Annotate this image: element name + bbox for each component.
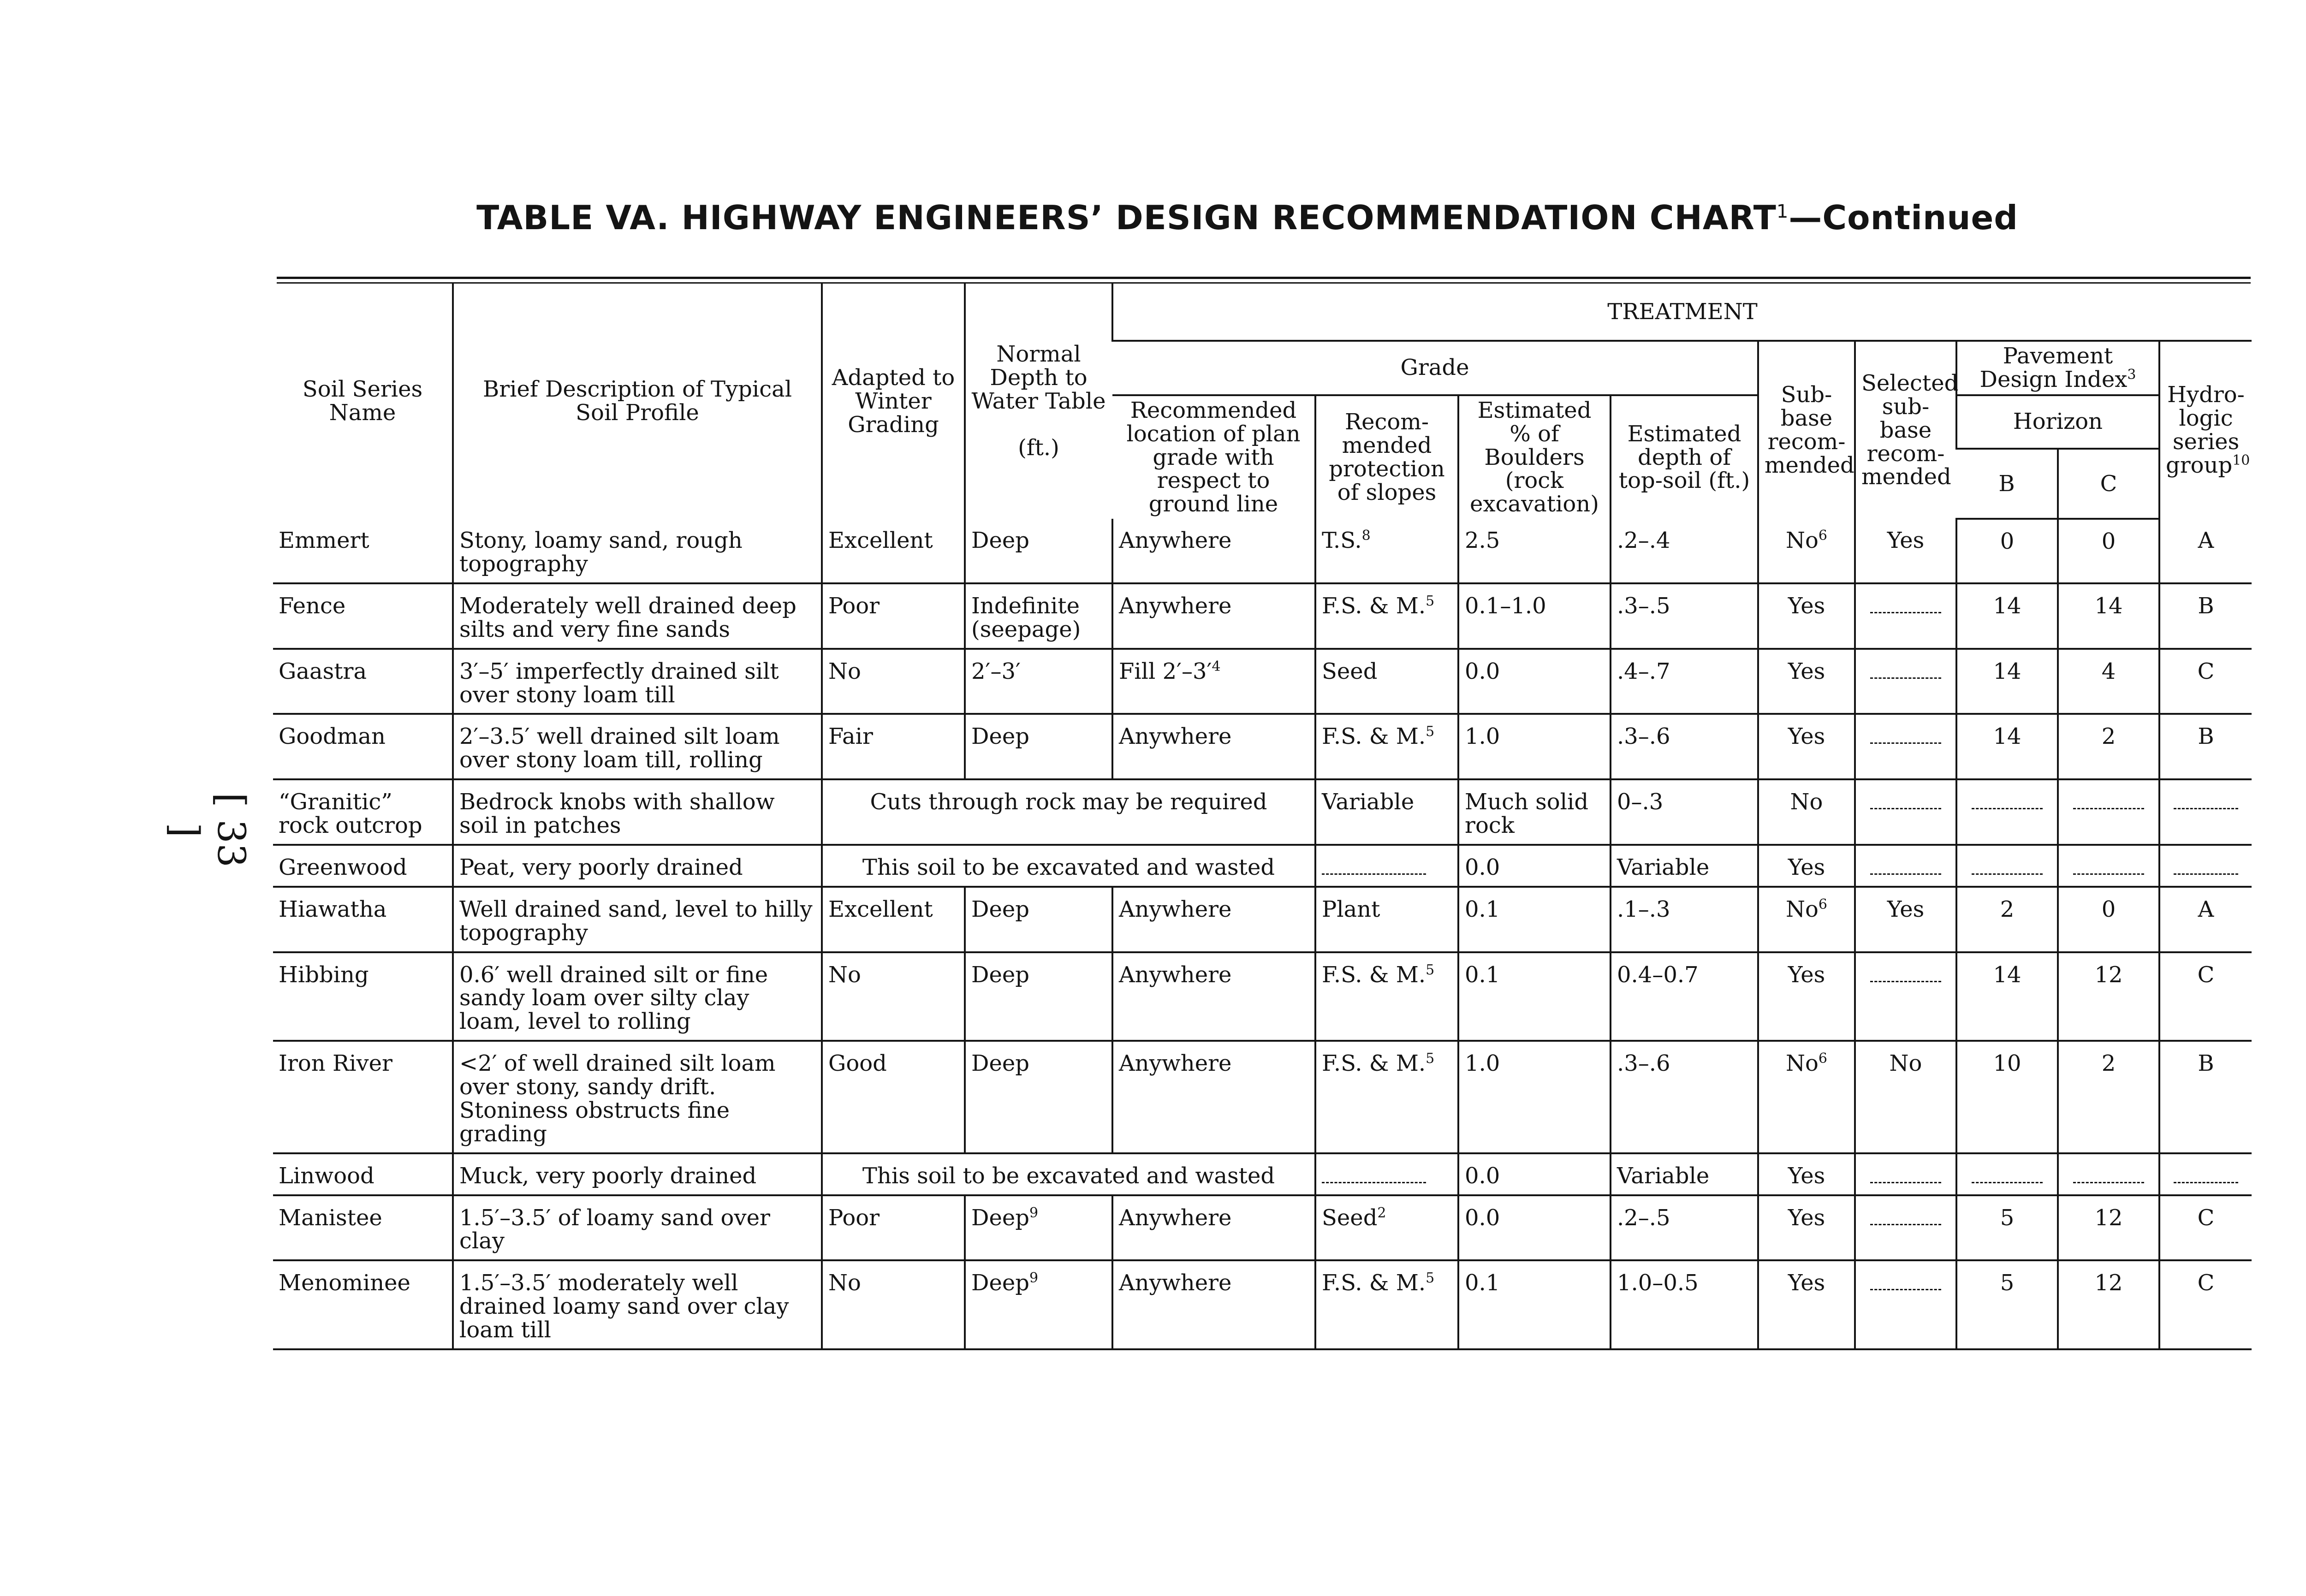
horizon-c-cell: 2 — [2058, 714, 2159, 779]
empty-dash — [1972, 795, 2043, 809]
slope-protection-cell — [1315, 1153, 1458, 1195]
table-row — [273, 1153, 2252, 1195]
subbase-cell: Yes — [1758, 845, 1855, 887]
topsoil-cell: .3–.6 — [1611, 1041, 1758, 1153]
description-cell: 1.5′–3.5′ moderately well drained loamy sand over clay loam till — [453, 1260, 822, 1349]
topsoil-cell: 1.0–0.5 — [1611, 1260, 1758, 1349]
soil-series-cell: Hiawatha — [273, 887, 453, 952]
boulders-cell: 0.1–1.0 — [1458, 583, 1611, 649]
header-plan-grade: Recommended location of plan grade with respect to ground line — [1126, 397, 1301, 517]
plan-grade-cell: Anywhere — [1112, 1041, 1315, 1153]
boulders-cell: Much solid rock — [1458, 779, 1611, 845]
empty-dash — [2073, 860, 2144, 875]
hydrologic-group-cell: B — [2159, 583, 2252, 649]
topsoil-cell: .4–.7 — [1611, 649, 1758, 714]
header-horizon-c: C — [2058, 449, 2159, 519]
boulders-cell: 0.0 — [1458, 845, 1611, 887]
boulders-cell: 0.0 — [1458, 1153, 1611, 1195]
empty-dash — [1322, 1169, 1426, 1183]
table-row — [273, 779, 2252, 845]
spanned-note-cell: Cuts through rock may be required — [822, 779, 1315, 845]
horizon-b-cell: 14 — [1956, 952, 2058, 1041]
header-boulders: Estimated % of Boulders (rock excavation) — [1458, 395, 1611, 519]
soil-series-cell: Menominee — [273, 1260, 453, 1349]
horizon-c-cell: 12 — [2058, 1260, 2159, 1349]
soil-series-cell: Gaastra — [273, 649, 453, 714]
horizon-c-cell — [2058, 1153, 2159, 1195]
plan-grade-cell: Anywhere — [1112, 519, 1315, 583]
description-cell: Moderately well drained deep silts and very fine sands — [453, 583, 822, 649]
topsoil-cell: 0.4–0.7 — [1611, 952, 1758, 1041]
subbase-cell: No$^6$ — [1758, 1041, 1855, 1153]
subbase-cell: Yes — [1758, 952, 1855, 1041]
horizon-c-cell — [2058, 845, 2159, 887]
water-table-cell: 2′–3′ — [965, 649, 1112, 714]
header-winter-grading: Adapted to Winter Grading — [822, 284, 965, 519]
header-subbase: Sub- base recom- mended — [1758, 341, 1855, 519]
soil-series-cell: Hibbing — [273, 952, 453, 1041]
description-cell: Peat, very poorly drained — [453, 845, 822, 887]
plan-grade-cell: Anywhere — [1112, 1195, 1315, 1261]
selected-subbase-cell — [1855, 649, 1956, 714]
empty-dash — [2073, 795, 2144, 809]
water-table-cell: Deep — [965, 887, 1112, 952]
description-cell: 3′–5′ imperfectly drained silt over stony loam till — [453, 649, 822, 714]
horizon-c-cell — [2058, 779, 2159, 845]
soil-series-cell: Emmert — [273, 519, 453, 583]
horizon-b-cell: 14 — [1956, 714, 2058, 779]
table-row — [273, 519, 2252, 583]
winter-grading-cell: Poor — [822, 1195, 965, 1261]
soil-series-cell: Manistee — [273, 1195, 453, 1261]
boulders-cell: 0.1 — [1458, 887, 1611, 952]
hydrologic-group-cell: C — [2159, 649, 2252, 714]
plan-grade-cell: Anywhere — [1112, 887, 1315, 952]
boulders-cell: 2.5 — [1458, 519, 1611, 583]
hydrologic-group-cell: A — [2159, 887, 2252, 952]
empty-dash — [1870, 860, 1941, 875]
empty-dash — [1972, 1169, 2043, 1183]
horizon-c-cell: 4 — [2058, 649, 2159, 714]
boulders-cell: 0.0 — [1458, 649, 1611, 714]
topsoil-cell: .3–.6 — [1611, 714, 1758, 779]
description-cell: Muck, very poorly drained — [453, 1153, 822, 1195]
empty-dash — [1870, 1169, 1941, 1183]
slope-protection-cell: Variable — [1315, 779, 1458, 845]
horizon-b-cell: 2 — [1956, 887, 2058, 952]
topsoil-cell: Variable — [1611, 1153, 1758, 1195]
page-number: [ 33 ] — [163, 792, 253, 868]
soil-series-cell: Greenwood — [273, 845, 453, 887]
empty-dash — [1870, 599, 1941, 613]
slope-protection-cell: F.S. & M.$^5$ — [1315, 1260, 1458, 1349]
soil-series-cell: Fence — [273, 583, 453, 649]
empty-dash — [1322, 860, 1426, 875]
slope-protection-cell — [1315, 845, 1458, 887]
empty-dash — [2174, 1169, 2238, 1183]
hydrologic-group-cell — [2159, 779, 2252, 845]
horizon-b-cell: 0 — [1956, 519, 2058, 583]
table-row — [273, 952, 2252, 1041]
winter-grading-cell: No — [822, 1260, 965, 1349]
hydrologic-group-cell: B — [2159, 1041, 2252, 1153]
empty-dash — [2174, 795, 2238, 809]
header-grade: Grade — [1112, 341, 1758, 395]
hydrologic-group-cell: C — [2159, 1195, 2252, 1261]
water-table-cell: Indefinite (seepage) — [965, 583, 1112, 649]
selected-subbase-cell: Yes — [1855, 519, 1956, 583]
plan-grade-cell: Anywhere — [1112, 714, 1315, 779]
table-row — [273, 649, 2252, 714]
subbase-cell: Yes — [1758, 649, 1855, 714]
horizon-c-cell: 14 — [2058, 583, 2159, 649]
horizon-b-cell — [1956, 1153, 2058, 1195]
horizon-b-cell: 14 — [1956, 583, 2058, 649]
water-table-cell: Deep$^9$ — [965, 1260, 1112, 1349]
selected-subbase-cell — [1855, 714, 1956, 779]
topsoil-cell: .3–.5 — [1611, 583, 1758, 649]
slope-protection-cell: Seed$^2$ — [1315, 1195, 1458, 1261]
spanned-note-cell: This soil to be excavated and wasted — [822, 845, 1315, 887]
table-row — [273, 1260, 2252, 1349]
header-hydrologic-group: Hydro- logic series group$^{10}$ — [2159, 341, 2252, 519]
selected-subbase-cell — [1855, 952, 1956, 1041]
spanned-note-cell: This soil to be excavated and wasted — [822, 1153, 1315, 1195]
horizon-c-cell: 0 — [2058, 887, 2159, 952]
subbase-cell: No$^6$ — [1758, 887, 1855, 952]
horizon-b-cell: 5 — [1956, 1260, 2058, 1349]
winter-grading-cell: Fair — [822, 714, 965, 779]
topsoil-cell: .2–.5 — [1611, 1195, 1758, 1261]
boulders-cell: 0.1 — [1458, 952, 1611, 1041]
slope-protection-cell: F.S. & M.$^5$ — [1315, 952, 1458, 1041]
slope-protection-cell: F.S. & M.$^5$ — [1315, 714, 1458, 779]
hydrologic-group-cell — [2159, 1153, 2252, 1195]
water-table-cell: Deep — [965, 714, 1112, 779]
topsoil-cell: .2–.4 — [1611, 519, 1758, 583]
header-soil-series: Soil Series Name — [302, 376, 423, 426]
subbase-cell: Yes — [1758, 714, 1855, 779]
title-rule-top — [277, 277, 2251, 279]
description-cell: <2′ of well drained silt loam over stony, sandy drift. Stoniness obstructs fine grading — [453, 1041, 822, 1153]
subbase-cell: No$^6$ — [1758, 519, 1855, 583]
boulders-cell: 0.1 — [1458, 1260, 1611, 1349]
header-slope-protection: Recom- mended protection of slopes — [1315, 395, 1458, 519]
horizon-b-cell: 14 — [1956, 649, 2058, 714]
header-water-table: Normal Depth to Water Table (ft.) — [965, 284, 1112, 519]
horizon-b-cell — [1956, 779, 2058, 845]
empty-dash — [1870, 730, 1941, 744]
header-pavement-index: Pavement Design Index$^3$ — [1956, 341, 2159, 395]
description-cell: Stony, loamy sand, rough topography — [453, 519, 822, 583]
subbase-cell: Yes — [1758, 1195, 1855, 1261]
table-body — [273, 519, 2252, 1349]
selected-subbase-cell — [1855, 1260, 1956, 1349]
table-row — [273, 1041, 2252, 1153]
table-row — [273, 845, 2252, 887]
empty-dash — [1870, 1276, 1941, 1290]
slope-protection-cell: T.S.$^8$ — [1315, 519, 1458, 583]
winter-grading-cell: No — [822, 952, 965, 1041]
design-recommendation-table — [273, 284, 2252, 1350]
water-table-cell: Deep — [965, 1041, 1112, 1153]
soil-series-cell: “Granitic” rock outcrop — [273, 779, 453, 845]
horizon-c-cell: 2 — [2058, 1041, 2159, 1153]
header-description: Brief Description of Typical Soil Profile — [453, 284, 822, 519]
horizon-c-cell: 12 — [2058, 1195, 2159, 1261]
empty-dash — [2174, 860, 2238, 875]
hydrologic-group-cell: B — [2159, 714, 2252, 779]
topsoil-cell: .1–.3 — [1611, 887, 1758, 952]
empty-dash — [1870, 795, 1941, 809]
water-table-cell: Deep$^9$ — [965, 1195, 1112, 1261]
subbase-cell: Yes — [1758, 583, 1855, 649]
table-row — [273, 1195, 2252, 1261]
empty-dash — [2073, 1169, 2144, 1183]
slope-protection-cell: F.S. & M.$^5$ — [1315, 583, 1458, 649]
subbase-cell: Yes — [1758, 1260, 1855, 1349]
horizon-b-cell — [1956, 845, 2058, 887]
selected-subbase-cell — [1855, 1153, 1956, 1195]
selected-subbase-cell: No — [1855, 1041, 1956, 1153]
table-row — [273, 714, 2252, 779]
plan-grade-cell: Anywhere — [1112, 583, 1315, 649]
selected-subbase-cell — [1855, 779, 1956, 845]
topsoil-cell: Variable — [1611, 845, 1758, 887]
description-cell: 2′–3.5′ well drained silt loam over stony loam till, rolling — [453, 714, 822, 779]
winter-grading-cell: Poor — [822, 583, 965, 649]
header-treatment: TREATMENT — [1112, 284, 2252, 341]
boulders-cell: 1.0 — [1458, 714, 1611, 779]
boulders-cell: 0.0 — [1458, 1195, 1611, 1261]
header-topsoil: Estimated depth of top-soil (ft.) — [1611, 395, 1758, 519]
header-horizon: Horizon — [1956, 395, 2159, 449]
boulders-cell: 1.0 — [1458, 1041, 1611, 1153]
soil-series-cell: Goodman — [273, 714, 453, 779]
hydrologic-group-cell: C — [2159, 952, 2252, 1041]
hydrologic-group-cell: A — [2159, 519, 2252, 583]
horizon-c-cell: 0 — [2058, 519, 2159, 583]
plan-grade-cell: Anywhere — [1112, 1260, 1315, 1349]
empty-dash — [1972, 860, 2043, 875]
selected-subbase-cell — [1855, 845, 1956, 887]
header-selected-subbase: Selected sub- base recom- mended — [1855, 341, 1956, 519]
description-cell: 0.6′ well drained silt or fine sandy loam over silty clay loam, level to rolling — [453, 952, 822, 1041]
horizon-b-cell: 5 — [1956, 1195, 2058, 1261]
description-cell: 1.5′–3.5′ of loamy sand over clay — [453, 1195, 822, 1261]
page-title: TABLE VA. HIGHWAY ENGINEERS’ DESIGN RECOMMENDATION CHART$^1$—Continued — [476, 198, 2018, 237]
soil-series-cell: Linwood — [273, 1153, 453, 1195]
table-row — [273, 887, 2252, 952]
empty-dash — [1870, 968, 1941, 982]
header-horizon-b: B — [1956, 449, 2058, 519]
winter-grading-cell: Excellent — [822, 519, 965, 583]
slope-protection-cell: F.S. & M.$^5$ — [1315, 1041, 1458, 1153]
hydrologic-group-cell — [2159, 845, 2252, 887]
winter-grading-cell: Good — [822, 1041, 965, 1153]
winter-grading-cell: No — [822, 649, 965, 714]
horizon-c-cell: 12 — [2058, 952, 2159, 1041]
plan-grade-cell: Anywhere — [1112, 952, 1315, 1041]
subbase-cell: No — [1758, 779, 1855, 845]
water-table-cell: Deep — [965, 519, 1112, 583]
empty-dash — [1870, 1211, 1941, 1225]
selected-subbase-cell: Yes — [1855, 887, 1956, 952]
topsoil-cell: 0–.3 — [1611, 779, 1758, 845]
selected-subbase-cell — [1855, 583, 1956, 649]
subbase-cell: Yes — [1758, 1153, 1855, 1195]
selected-subbase-cell — [1855, 1195, 1956, 1261]
slope-protection-cell: Plant — [1315, 887, 1458, 952]
hydrologic-group-cell: C — [2159, 1260, 2252, 1349]
description-cell: Well drained sand, level to hilly topography — [453, 887, 822, 952]
table-row — [273, 583, 2252, 649]
winter-grading-cell: Excellent — [822, 887, 965, 952]
water-table-cell: Deep — [965, 952, 1112, 1041]
description-cell: Bedrock knobs with shallow soil in patches — [453, 779, 822, 845]
plan-grade-cell: Fill $2'-3'^4$ — [1112, 649, 1315, 714]
soil-series-cell: Iron River — [273, 1041, 453, 1153]
horizon-b-cell: 10 — [1956, 1041, 2058, 1153]
empty-dash — [1870, 665, 1941, 679]
slope-protection-cell: Seed — [1315, 649, 1458, 714]
